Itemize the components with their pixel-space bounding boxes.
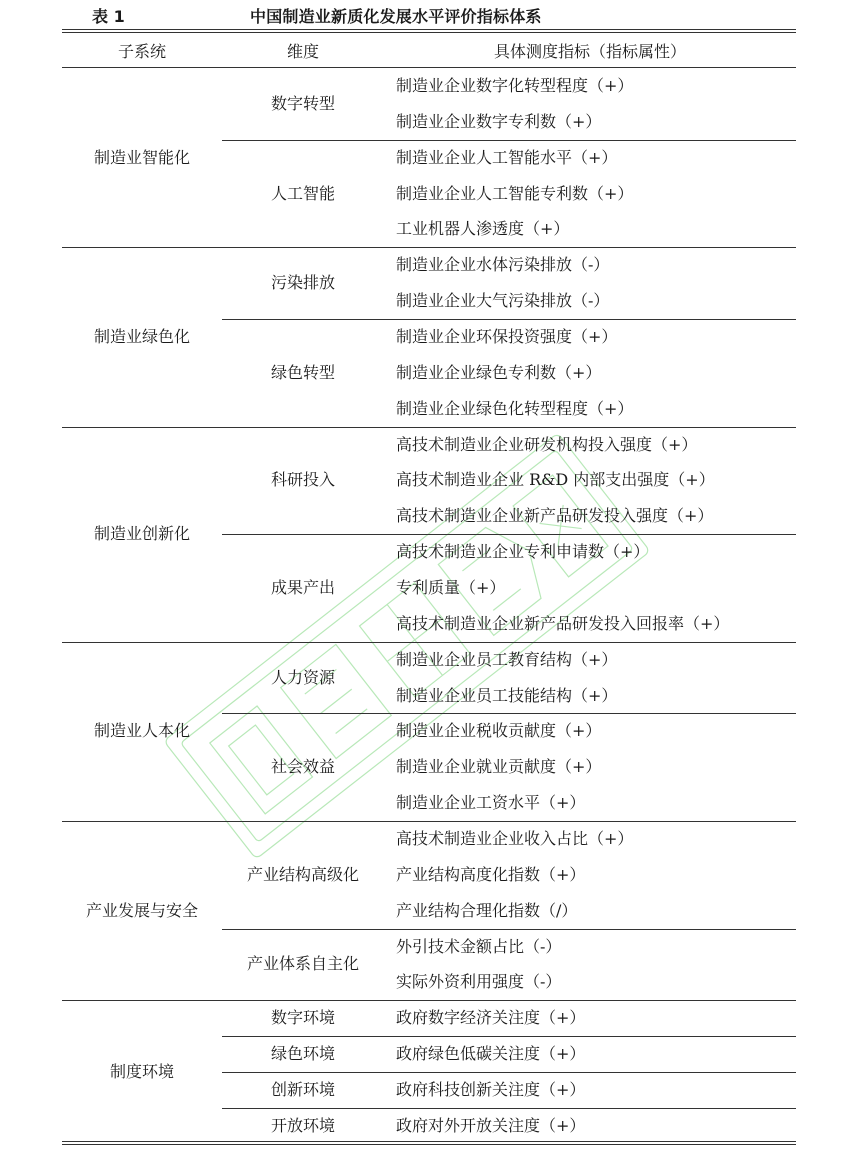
top-rule-1 (62, 29, 796, 30)
dimension-cell: 人力资源 (270, 667, 335, 687)
indicator-cell: 政府科技创新关注度（+） (396, 1080, 586, 1099)
dimension-cell: 产业体系自主化 (246, 954, 359, 974)
indicator-cell: 政府数字经济关注度（+） (396, 1008, 586, 1028)
dimension-cell: 科研投入 (270, 470, 335, 490)
subsystem-cell: 制造业绿色化 (93, 326, 190, 346)
dimension-cell: 社会效益 (270, 757, 335, 777)
indicator-cell: 工业机器人渗透度（+） (396, 219, 570, 239)
indicator-cell: 制造业企业大气污染排放（-） (396, 291, 610, 311)
indicator-cell: 制造业企业工资水平（+） (396, 793, 586, 813)
dimension-cell: 数字环境 (270, 1008, 335, 1028)
header-indicator: 具体测度指标（指标属性） (493, 41, 686, 61)
subsystem-cell: 制造业智能化 (93, 147, 190, 167)
indicator-cell: 政府绿色低碳关注度（+） (396, 1044, 586, 1064)
dimension-cell: 绿色转型 (270, 362, 335, 382)
table-number: 表 1 (92, 7, 125, 26)
header-subsystem: 子系统 (117, 41, 166, 61)
indicator-cell: 制造业企业就业贡献度（+） (396, 757, 602, 777)
top-rule-2 (62, 32, 796, 33)
dimension-cell: 污染排放 (270, 273, 335, 293)
indicator-cell: 专利质量（+） (396, 577, 506, 597)
indicator-cell: 制造业企业员工教育结构（+） (396, 649, 618, 669)
indicator-cell: 制造业企业税收贡献度（+） (396, 721, 602, 741)
indicator-cell: 高技术制造业企业研发机构投入强度（+） (396, 434, 698, 454)
indicator-cell: 高技术制造业企业 R&D 内部支出强度（+） (396, 470, 715, 490)
indicator-cell: 外引技术金额占比（-） (396, 936, 562, 956)
bottom-rule-1 (62, 1141, 796, 1142)
dimension-cell: 产业结构高级化 (246, 864, 359, 884)
table-caption (0, 0, 867, 28)
table-title: 中国制造业新质化发展水平评价指标体系 (250, 7, 542, 26)
indicator-cell: 制造业企业数字专利数（+） (396, 111, 602, 131)
indicator-cell: 制造业企业绿色专利数（+） (396, 362, 602, 382)
indicator-cell: 制造业企业员工技能结构（+） (396, 685, 618, 705)
dimension-cell: 数字转型 (270, 93, 335, 113)
header-dimension: 维度 (286, 41, 319, 61)
indicator-cell: 制造业企业人工智能水平（+） (396, 147, 618, 167)
dimension-cell: 创新环境 (270, 1080, 335, 1099)
indicator-cell: 高技术制造业企业收入占比（+） (396, 828, 634, 848)
indicator-cell: 制造业企业水体污染排放（-） (396, 255, 610, 275)
subsystem-cell: 制造业创新化 (93, 524, 190, 544)
indicator-cell: 制造业企业环保投资强度（+） (396, 326, 618, 346)
indicator-cell: 政府对外开放关注度（+） (396, 1115, 586, 1135)
dimension-cell: 开放环境 (270, 1115, 335, 1135)
indicator-cell: 高技术制造业企业新产品研发投入强度（+） (396, 506, 714, 526)
indicator-cell: 产业结构高度化指数（+） (396, 864, 586, 884)
indicator-cell: 制造业企业数字化转型程度（+） (396, 75, 634, 95)
subsystem-cell: 制度环境 (109, 1062, 174, 1082)
dimension-cell: 绿色环境 (270, 1044, 335, 1064)
dimension-cell: 成果产出 (270, 577, 335, 597)
subsystem-cell: 产业发展与安全 (85, 900, 198, 920)
subsystem-cell: 制造业人本化 (93, 721, 190, 741)
indicator-cell: 高技术制造业企业专利申请数（+） (396, 542, 650, 562)
bottom-rule-2 (62, 1144, 796, 1145)
indicator-cell: 高技术制造业企业新产品研发投入回报率（+） (396, 613, 730, 633)
dimension-cell: 人工智能 (270, 183, 335, 203)
indicator-cell: 制造业企业绿色化转型程度（+） (396, 398, 634, 418)
indicator-cell: 制造业企业人工智能专利数（+） (396, 183, 634, 203)
indicator-cell: 实际外资利用强度（-） (396, 972, 562, 992)
indicator-cell: 产业结构合理化指数（/） (396, 900, 578, 920)
